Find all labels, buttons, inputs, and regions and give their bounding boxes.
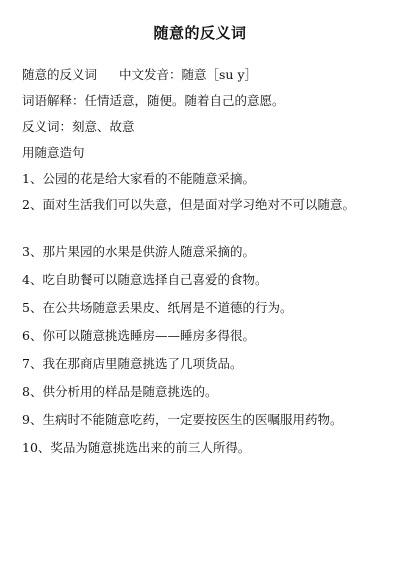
header-word: 随意的反义词 [22,67,98,82]
page-title: 随意的反义词 [153,24,247,42]
antonyms-line: 反义词：刻意、故意 [22,119,135,134]
pronunciation: 中文发音：随意［su y］ [119,67,258,82]
sentence-item: 8、供分析用的样品是随意挑选的。 [22,384,218,399]
sentence-item: 10、奖品为随意挑选出来的前三人所得。 [22,440,251,455]
sentence-item: 4、吃自助餐可以随意选择自己喜爱的食物。 [22,272,268,287]
sentence-item: 2、面对生活我们可以失意，但是面对学习绝对不可以随意。 [22,197,355,212]
definition-line: 词语解释：任情适意，随便。随着自己的意愿。 [22,93,285,108]
sentence-item: 5、在公共场随意丢果皮、纸屑是不道德的行为。 [22,300,293,315]
sentence-item: 1、公园的花是给大家看的不能随意采摘。 [22,171,255,186]
sentence-item: 7、我在那商店里随意挑选了几项货品。 [22,356,243,371]
sentence-item: 3、那片果园的水果是供游人随意采摘的。 [22,244,255,259]
header-line [22,67,257,83]
sentences-heading: 用随意造句 [22,145,85,160]
sentence-item: 9、生病时不能随意吃药，一定要按医生的医嘱服用药物。 [22,412,343,427]
sentence-item: 6、你可以随意挑选睡房——睡房多得很。 [22,328,255,343]
